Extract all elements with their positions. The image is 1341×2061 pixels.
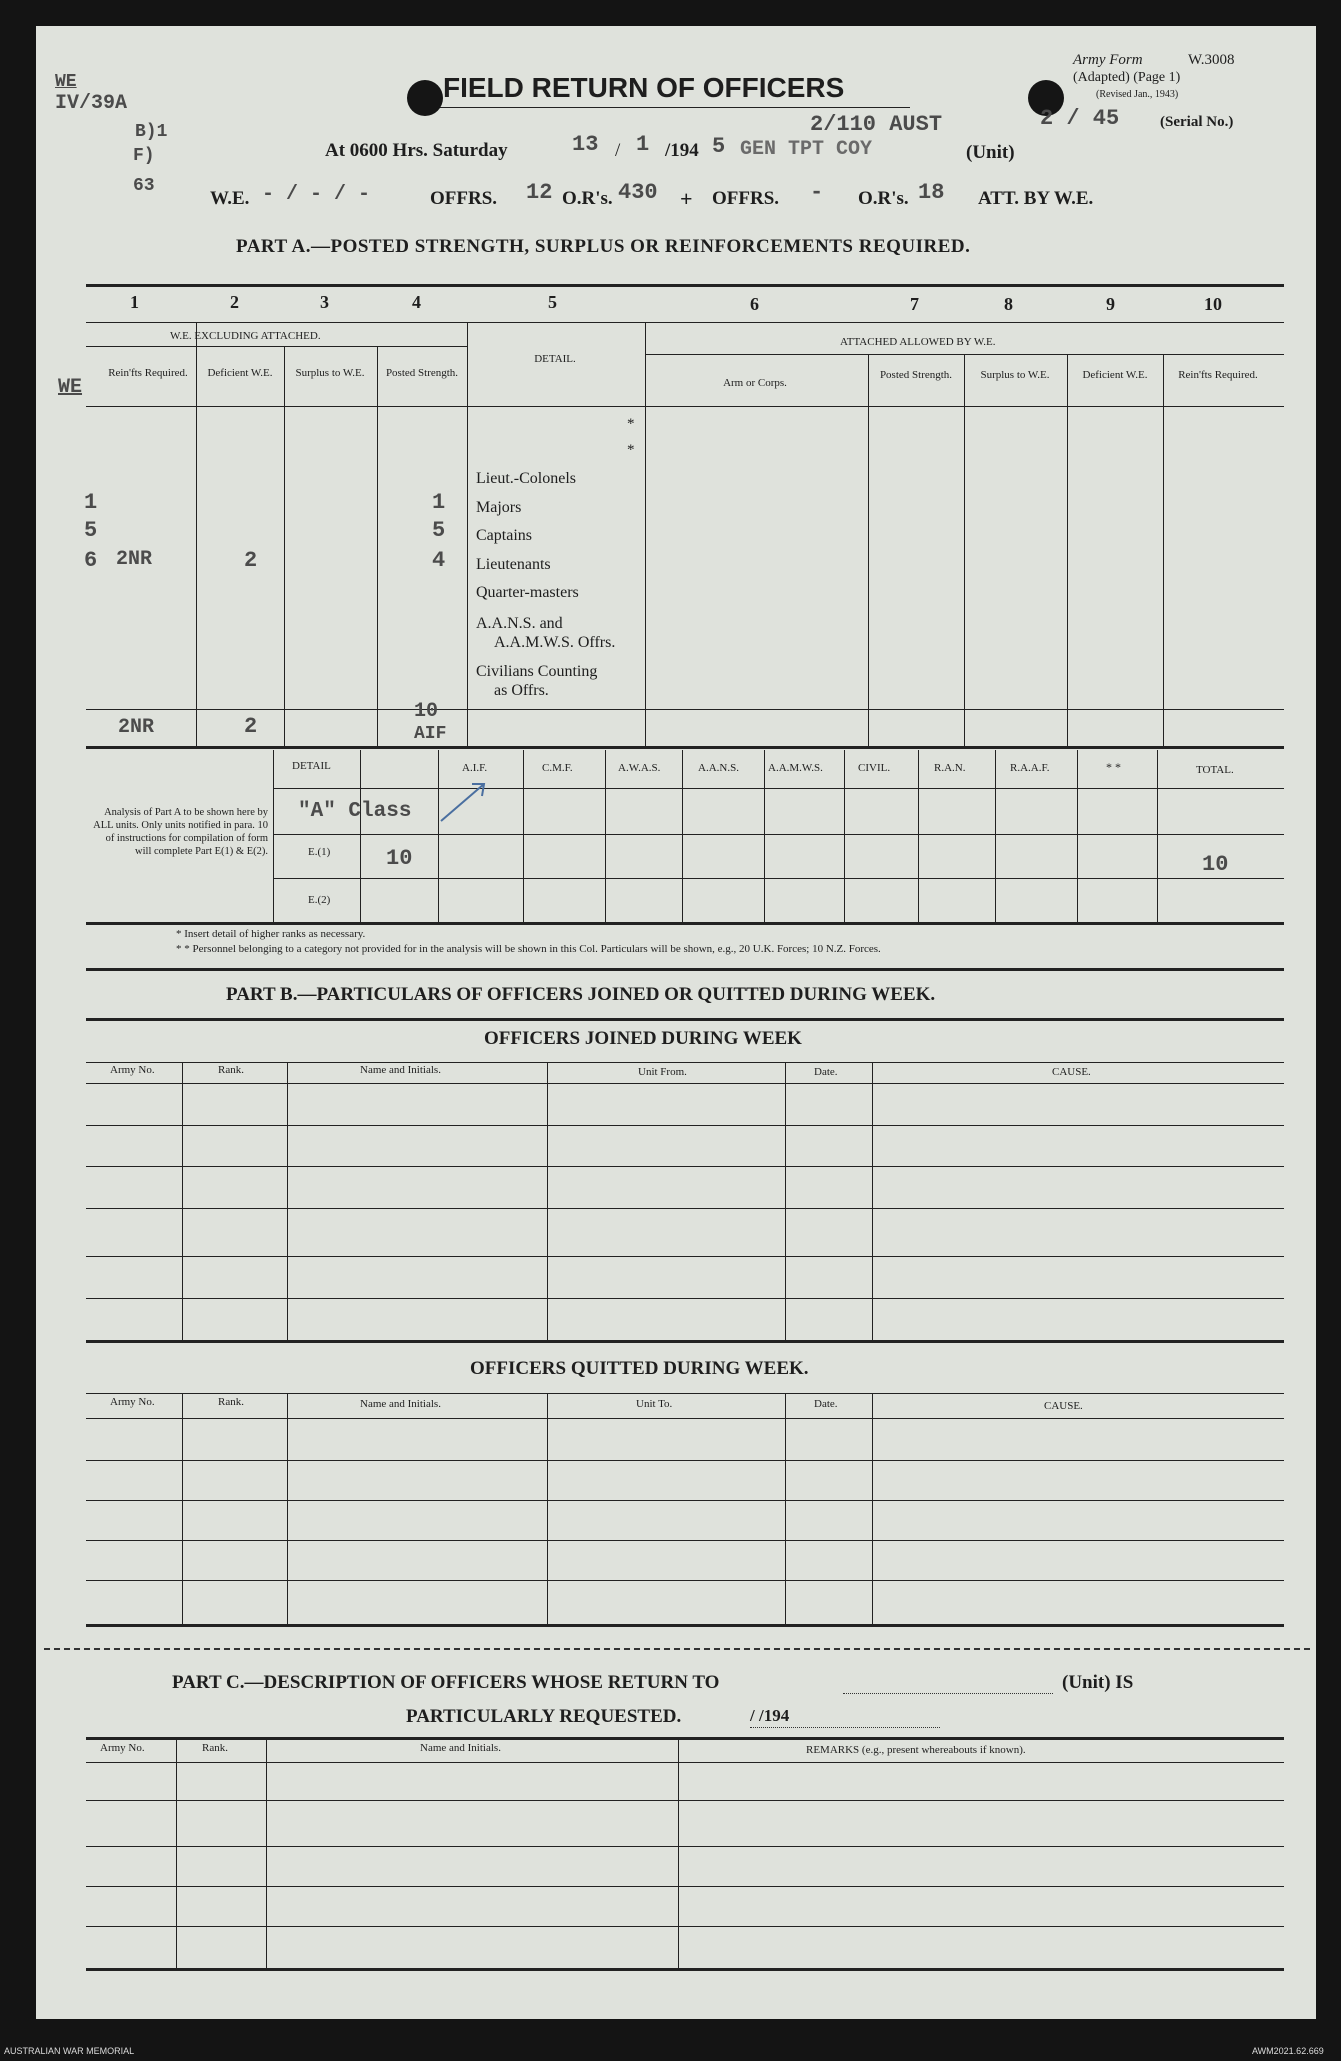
e1-label: E.(1)	[308, 846, 331, 858]
header-surplus: Surplus to W.E.	[295, 367, 365, 379]
header-posted: Posted Strength.	[385, 367, 459, 379]
footer-left: AUSTRALIAN WAR MEMORIAL	[4, 2046, 135, 2056]
class-a-value: "A" Class	[298, 800, 412, 823]
margin-ref-4: 63	[133, 176, 155, 196]
att-ors-value: 18	[918, 180, 945, 205]
joined-bottom-rule	[86, 1340, 1284, 1343]
rank-lieutenants: Lieutenants	[476, 556, 551, 573]
col-number-2: 2	[230, 292, 239, 312]
quitted-sep-2	[287, 1393, 288, 1624]
star-2: *	[627, 442, 635, 458]
joined-col-cause: CAUSE.	[1052, 1066, 1091, 1078]
an-header-other: * *	[1106, 760, 1121, 774]
form-number: W.3008	[1188, 52, 1235, 68]
joined-col-unit-from: Unit From.	[638, 1066, 687, 1078]
an-header-aif: A.I.F.	[462, 762, 488, 774]
reinfts-lieutenants: 2NR	[116, 548, 153, 571]
joined-row-rule-5	[86, 1298, 1284, 1299]
an-sep-5	[682, 750, 683, 922]
rank-aans-2: A.A.M.W.S. Offrs.	[494, 634, 616, 651]
margin-ref-1: IV/39A	[55, 92, 128, 115]
part-c-heading-2: PARTICULARLY REQUESTED.	[406, 1706, 682, 1727]
an-header-aans: A.A.N.S.	[698, 762, 739, 774]
quitted-col-name: Name and Initials.	[360, 1398, 441, 1410]
date-year-prefix: /194	[665, 140, 699, 161]
part-a-col-number-rule	[86, 322, 1284, 323]
part-c-sep-3	[678, 1737, 679, 1968]
part-a-top-rule	[86, 284, 1284, 287]
an-sep-3	[523, 750, 524, 922]
unit-value: 2/110 AUST	[810, 112, 943, 137]
form-revised: (Revised Jan., 1943)	[1096, 89, 1179, 100]
quitted-col-cause: CAUSE.	[1044, 1400, 1083, 1412]
ors-label: O.R's.	[562, 188, 613, 209]
part-c-date-blank: / /194	[750, 1706, 790, 1725]
an-header-rule	[273, 788, 1284, 789]
joined-col-name: Name and Initials.	[360, 1064, 441, 1076]
an-sep-4	[605, 750, 606, 922]
quitted-row-rule-4	[86, 1580, 1284, 1581]
quitted-row-rule-2	[86, 1500, 1284, 1501]
footnote-2: * * Personnel belonging to a category not provided for in the analysis will be shown in this Col. Particulars will be shown, e.g., 20 U.K. Forces; 10 N.Z. Forces.	[176, 943, 881, 955]
part-c-unit-dots	[843, 1693, 1053, 1694]
date-sep: /	[615, 140, 621, 161]
col-number-3: 3	[320, 292, 329, 312]
joined-sep-1	[182, 1062, 183, 1340]
col-number-9: 9	[1106, 294, 1115, 314]
joined-sep-5	[872, 1062, 873, 1340]
total-reinfts: 2NR	[118, 716, 155, 739]
rank-quartermasters: Quarter-masters	[476, 584, 579, 601]
joined-col-army-no: Army No.	[110, 1064, 155, 1076]
part-b-top-rule	[86, 968, 1284, 971]
quitted-sep-3	[547, 1393, 548, 1624]
part-c-col-remarks: REMARKS (e.g., present whereabouts if known).	[806, 1744, 1026, 1756]
header-arm-corps: Arm or Corps.	[723, 377, 787, 389]
posted-majors: 1	[432, 490, 446, 515]
we-stamp: WE	[58, 376, 83, 399]
e1-aif-value: 10	[386, 846, 413, 871]
part-c-sep-2	[266, 1737, 267, 1968]
joined-heading: OFFICERS JOINED DURING WEEK	[484, 1028, 802, 1049]
a-col-sep-9	[1163, 354, 1164, 746]
we-value-majors: 1	[84, 490, 98, 515]
part-c-col-name: Name and Initials.	[420, 1742, 501, 1754]
we-excluding-label: W.E. EXCLUDING ATTACHED.	[170, 330, 321, 342]
an-sep-9	[995, 750, 996, 922]
col-number-5: 5	[548, 292, 557, 312]
part-c-dashed-separator	[44, 1648, 1310, 1650]
star-1: *	[627, 416, 635, 432]
a-col-sep-2	[284, 346, 285, 746]
quitted-top-rule	[86, 1393, 1284, 1394]
title-underline	[440, 107, 910, 108]
part-a-heading: PART A.—POSTED STRENGTH, SURPLUS OR REINFORCEMENTS REQUIRED.	[236, 236, 971, 257]
total-deficient: 2	[244, 714, 258, 739]
col-number-1: 1	[130, 292, 139, 312]
quitted-bottom-rule	[86, 1624, 1284, 1627]
unit-value-2: GEN TPT COY	[740, 138, 873, 161]
footnote-1: * Insert detail of higher ranks as necessary.	[176, 928, 366, 940]
analysis-note: Analysis of Part A to be shown here by ALL units. Only units notified in para. 10 of instructions for compilation of form will complete Part E(1) & E(2).	[93, 807, 268, 857]
header-att-reinfts: Rein'fts Required.	[1178, 369, 1258, 381]
an-header-total: TOTAL.	[1196, 764, 1234, 776]
an-header-ran: R.A.N.	[934, 762, 966, 774]
quitted-sep-5	[872, 1393, 873, 1624]
quitted-heading: OFFICERS QUITTED DURING WEEK.	[470, 1358, 809, 1379]
posted-captains: 5	[432, 518, 446, 543]
a-col-sep-3	[377, 346, 378, 746]
header-att-deficient: Deficient W.E.	[1082, 369, 1148, 381]
joined-row-rule-1	[86, 1125, 1284, 1126]
header-att-surplus: Surplus to W.E.	[980, 369, 1050, 381]
a-col-sep-5	[645, 322, 646, 746]
an-header-raaf: R.A.A.F.	[1010, 762, 1050, 774]
we-value-captains: 5	[84, 518, 98, 543]
an-bottom-rule	[86, 922, 1284, 925]
an-sep-10	[1077, 750, 1078, 922]
att-ors-label: O.R's.	[858, 188, 909, 209]
att-offrs-label: OFFRS.	[712, 188, 780, 209]
header-bottom-rule	[86, 406, 1284, 407]
a-col-sep-6	[868, 354, 869, 746]
footer-right: AWM2021.62.669	[1252, 2046, 1324, 2056]
margin-ref-2: B)1	[135, 122, 168, 142]
deficient-lieutenants: 2	[244, 548, 258, 573]
e1-total-value: 10	[1202, 852, 1229, 877]
att-offrs-value: -	[810, 180, 824, 205]
an-sep-11	[1157, 750, 1158, 922]
we-value: - / - / -	[262, 183, 371, 206]
joined-row-rule-3	[86, 1208, 1284, 1209]
col-number-8: 8	[1004, 294, 1013, 314]
quitted-sep-1	[182, 1393, 183, 1624]
part-b-heading-rule	[86, 1018, 1284, 1021]
posted-lieutenants: 4	[432, 548, 446, 573]
col-number-4: 4	[412, 292, 421, 312]
date-year-digit: 5	[712, 134, 726, 159]
punch-hole-left	[407, 80, 443, 116]
quitted-col-date: Date.	[814, 1398, 838, 1410]
form-adapted: (Adapted) (Page 1)	[1073, 70, 1181, 85]
part-c-col-rank: Rank.	[202, 1742, 228, 1754]
rank-civilians-1: Civilians Counting	[476, 663, 598, 680]
margin-stamp-we: WE	[55, 72, 77, 92]
rank-majors: Majors	[476, 499, 522, 516]
part-b-heading: PART B.—PARTICULARS OF OFFICERS JOINED OR QUITTED DURING WEEK.	[226, 984, 936, 1005]
quitted-col-unit-to: Unit To.	[636, 1398, 673, 1410]
we-excluding-rule	[86, 346, 467, 347]
a-col-sep-4	[467, 322, 468, 746]
joined-sep-2	[287, 1062, 288, 1340]
part-c-heading-unit: (Unit) IS	[1062, 1672, 1134, 1693]
an-header-detail: DETAIL	[292, 760, 331, 772]
an-header-awas: A.W.A.S.	[618, 762, 661, 774]
rank-aans-1: A.A.N.S. and	[476, 615, 563, 632]
quitted-sep-4	[785, 1393, 786, 1624]
an-header-cmf: C.M.F.	[542, 762, 573, 774]
an-sep-8	[918, 750, 919, 922]
offrs-value: 12	[526, 180, 553, 205]
rank-civilians-2: as Offrs.	[494, 682, 549, 699]
an-sep-1	[360, 750, 361, 922]
col-number-6: 6	[750, 294, 759, 314]
an-header-civil: CIVIL.	[858, 762, 891, 774]
header-detail: DETAIL.	[534, 353, 576, 365]
part-c-sep-1	[176, 1737, 177, 1968]
attached-allowed-label: ATTACHED ALLOWED BY W.E.	[840, 336, 996, 348]
a-col-sep-8	[1067, 354, 1068, 746]
joined-row-rule-4	[86, 1256, 1284, 1257]
unit-label: (Unit)	[966, 142, 1015, 163]
joined-top-rule	[86, 1062, 1284, 1063]
part-c-col-army-no: Army No.	[100, 1742, 145, 1754]
army-form-label: Army Form	[1073, 52, 1143, 68]
an-sep-7	[844, 750, 845, 922]
a-col-sep-1	[196, 322, 197, 746]
quitted-header-rule	[86, 1418, 1284, 1419]
an-sep-6	[764, 750, 765, 922]
ors-value: 430	[618, 180, 658, 205]
part-c-bottom-rule	[86, 1968, 1284, 1971]
joined-sep-3	[547, 1062, 548, 1340]
an-row2-rule	[273, 878, 1284, 879]
part-c-heading-1: PART C.—DESCRIPTION OF OFFICERS WHOSE RETURN TO	[172, 1672, 720, 1693]
col-number-10: 10	[1204, 294, 1222, 314]
totals-bottom-rule	[86, 746, 1284, 749]
plus-sign: +	[680, 186, 693, 211]
serial-label: (Serial No.)	[1160, 114, 1234, 130]
serial-value: 2 / 45	[1040, 106, 1120, 131]
total-posted-note: AIF	[414, 724, 447, 744]
rank-lt-colonels: Lieut.-Colonels	[476, 470, 576, 487]
pen-arrow-mark	[436, 776, 496, 826]
offrs-label: OFFRS.	[430, 188, 498, 209]
date-day: 13	[572, 132, 599, 157]
rank-captains: Captains	[476, 527, 532, 544]
part-c-date-dots	[750, 1727, 940, 1728]
body-bottom-rule	[86, 709, 1284, 710]
att-label: ATT. BY W.E.	[978, 188, 1094, 209]
joined-col-rank: Rank.	[218, 1064, 244, 1076]
date-month: 1	[636, 132, 650, 157]
page-title: FIELD RETURN OF OFFICERS	[443, 72, 845, 103]
joined-sep-4	[785, 1062, 786, 1340]
e2-label: E.(2)	[308, 894, 331, 906]
an-sep-0	[273, 750, 274, 922]
we-label: W.E.	[210, 188, 250, 209]
a-col-sep-7	[964, 354, 965, 746]
quitted-row-rule-3	[86, 1540, 1284, 1541]
quitted-col-rank: Rank.	[218, 1396, 244, 1408]
joined-row-rule-2	[86, 1166, 1284, 1167]
col-number-7: 7	[910, 294, 919, 314]
header-att-posted: Posted Strength.	[879, 369, 953, 381]
an-row1-rule	[273, 834, 1284, 835]
header-reinfts: Rein'fts Required.	[108, 367, 188, 379]
we-value-lieutenants: 6	[84, 548, 98, 573]
at-label: At 0600 Hrs. Saturday	[325, 140, 508, 161]
total-posted: 10	[414, 700, 439, 723]
header-deficient: Deficient W.E.	[207, 367, 273, 379]
joined-header-rule	[86, 1083, 1284, 1084]
joined-col-date: Date.	[814, 1066, 838, 1078]
quitted-row-rule-1	[86, 1460, 1284, 1461]
quitted-col-army-no: Army No.	[110, 1396, 155, 1408]
margin-ref-3: F)	[133, 146, 155, 166]
an-header-aamws: A.A.M.W.S.	[768, 762, 823, 774]
